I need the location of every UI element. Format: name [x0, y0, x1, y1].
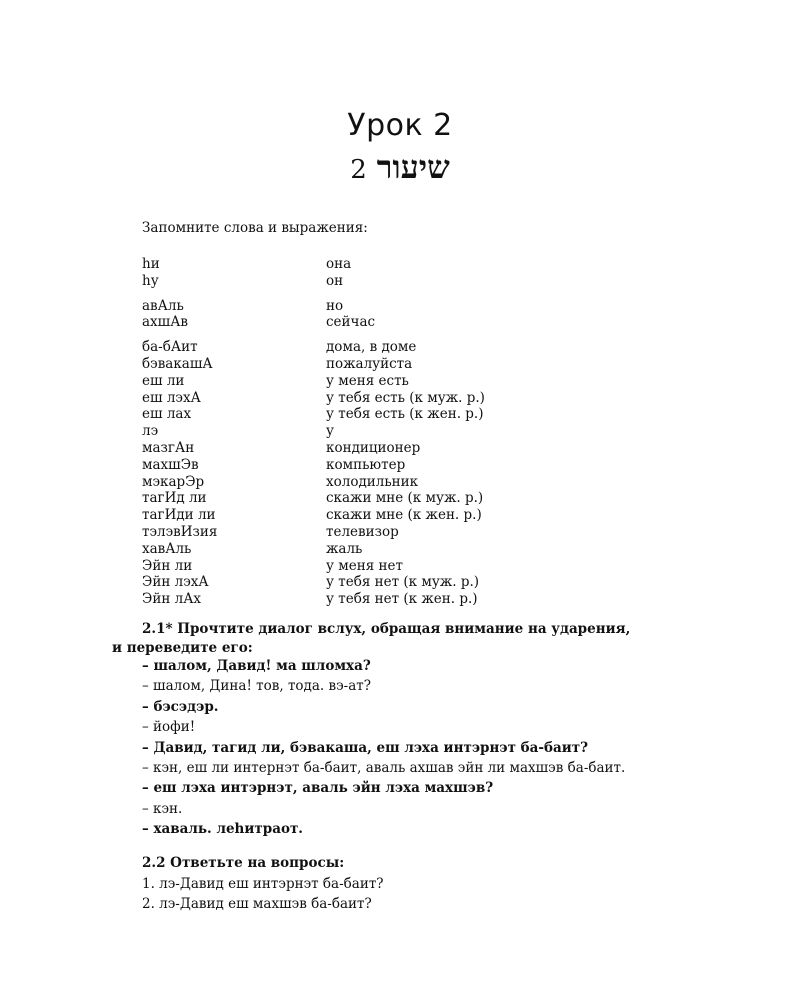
- dialog-line: – кэн, еш ли интернэт ба-баит, аваль ахшав эйн ли махшэв ба-баит.: [142, 759, 626, 776]
- vocab-row: [142, 591, 662, 608]
- vocab-word: мазгАн: [142, 439, 195, 456]
- dialog: [142, 656, 742, 840]
- vocab-word: мэкарЭр: [142, 473, 205, 490]
- vocab-intro: Запомните слова и выражения:: [142, 220, 368, 236]
- vocab-row: [142, 541, 662, 558]
- vocab-translation: пожалуйста: [326, 355, 413, 372]
- dialog-line: – кэн.: [142, 800, 183, 817]
- vocab-translation: скажи мне (к муж. р.): [326, 490, 484, 507]
- vocab-row: [142, 457, 662, 474]
- vocab-translation: он: [326, 272, 344, 289]
- vocab-translation: у меня нет: [326, 557, 403, 574]
- dialog-line: – шалом, Давид! ма шломха?: [142, 658, 371, 674]
- vocab-row: [142, 423, 662, 440]
- vocab-word: тэлэвИзия: [142, 523, 218, 540]
- vocab-row: [142, 314, 662, 331]
- vocab-translation: телевизор: [326, 523, 399, 540]
- vocab-row: [142, 373, 662, 390]
- vocab-list: [142, 256, 662, 608]
- vocab-row: [142, 574, 662, 591]
- vocab-word: лэ: [142, 423, 159, 440]
- exercise-1-heading: [112, 620, 732, 658]
- vocab-word: Эйн ли: [142, 557, 193, 574]
- vocab-translation: дома, в доме: [326, 339, 417, 356]
- vocab-word: авАль: [142, 297, 184, 314]
- lesson-title-he: [0, 148, 800, 186]
- dialog-line: – хаваль. леhитраот.: [142, 821, 304, 838]
- vocab-word: еш ли: [142, 372, 185, 389]
- vocab-translation: у тебя есть (к жен. р.): [326, 406, 484, 423]
- vocab-translation: у меня есть: [326, 372, 409, 389]
- vocab-row: [142, 490, 662, 507]
- vocab-word: еш лах: [142, 406, 192, 423]
- vocab-word: еш лэхА: [142, 389, 201, 406]
- exercise-2: [142, 852, 384, 914]
- vocab-row: [142, 524, 662, 541]
- exercise-1: [112, 620, 732, 658]
- vocab-translation: но: [326, 297, 344, 314]
- vocab-row: [142, 273, 662, 290]
- vocab-row: [142, 390, 662, 407]
- vocab-row: [142, 507, 662, 524]
- vocab-translation: холодильник: [326, 473, 419, 490]
- lesson-title-ru: Урок 2: [347, 108, 453, 143]
- vocab-row: [142, 440, 662, 457]
- vocab-word: махшЭв: [142, 456, 199, 473]
- vocab-word: ба-бАит: [142, 339, 198, 356]
- dialog-line: – бэсэдэр.: [142, 698, 219, 715]
- vocab-row: [142, 339, 662, 356]
- vocab-translation: у тебя нет (к муж. р.): [326, 574, 480, 591]
- exercise-1-heading-line1: 2.1* Прочтите диалог вслух, обращая внимание на ударения,: [142, 621, 631, 637]
- vocab-row: [142, 406, 662, 423]
- vocab-word: ахшАв: [142, 314, 189, 331]
- vocab-word: Эйн лАх: [142, 591, 202, 608]
- vocab-translation: у тебя нет (к жен. р.): [326, 591, 478, 608]
- vocab-translation: сейчас: [326, 314, 376, 331]
- vocab-word: бэвакашА: [142, 355, 213, 372]
- vocab-translation: кондиционер: [326, 439, 421, 456]
- dialog-line: – шалом, Дина! тов, тода. вэ-ат?: [142, 678, 371, 695]
- exercise-1-heading-line2: и переведите его:: [112, 640, 253, 656]
- vocab-word: тагИд ли: [142, 490, 207, 507]
- vocab-row: [142, 558, 662, 575]
- vocab-row: [142, 256, 662, 273]
- lesson-title-he-text: שיעור: [376, 148, 450, 186]
- exercise-2-heading: 2.2 Ответьте на вопросы:: [142, 855, 345, 871]
- vocab-word: Эйн лэхА: [142, 574, 209, 591]
- vocab-translation: у: [326, 423, 334, 440]
- exercise-2-question: 1. лэ-Давид еш интэрнэт ба-баит?: [142, 876, 384, 892]
- dialog-line: – Давид, тагид ли, бэвакаша, еш лэха интэрнэт ба-баит?: [142, 739, 589, 756]
- vocab-translation: компьютер: [326, 456, 406, 473]
- vocab-word: тагИди ли: [142, 507, 216, 524]
- vocab-word: hу: [142, 272, 159, 289]
- lesson-title-he-number: 2: [350, 155, 367, 185]
- vocab-translation: скажи мне (к жен. р.): [326, 507, 482, 524]
- vocab-translation: жаль: [326, 540, 363, 557]
- vocab-row: [142, 298, 662, 315]
- dialog-line: – йофи!: [142, 719, 196, 736]
- vocab-word: hи: [142, 256, 160, 272]
- vocab-translation: она: [326, 256, 352, 272]
- vocab-translation: у тебя есть (к муж. р.): [326, 389, 485, 406]
- dialog-line: – еш лэха интэрнэт, аваль эйн лэха махшэв?: [142, 780, 494, 797]
- vocab-word: хавАль: [142, 540, 192, 557]
- vocab-row: [142, 474, 662, 491]
- exercise-2-question: 2. лэ-Давид еш махшэв ба-баит?: [142, 896, 372, 912]
- vocab-row: [142, 356, 662, 373]
